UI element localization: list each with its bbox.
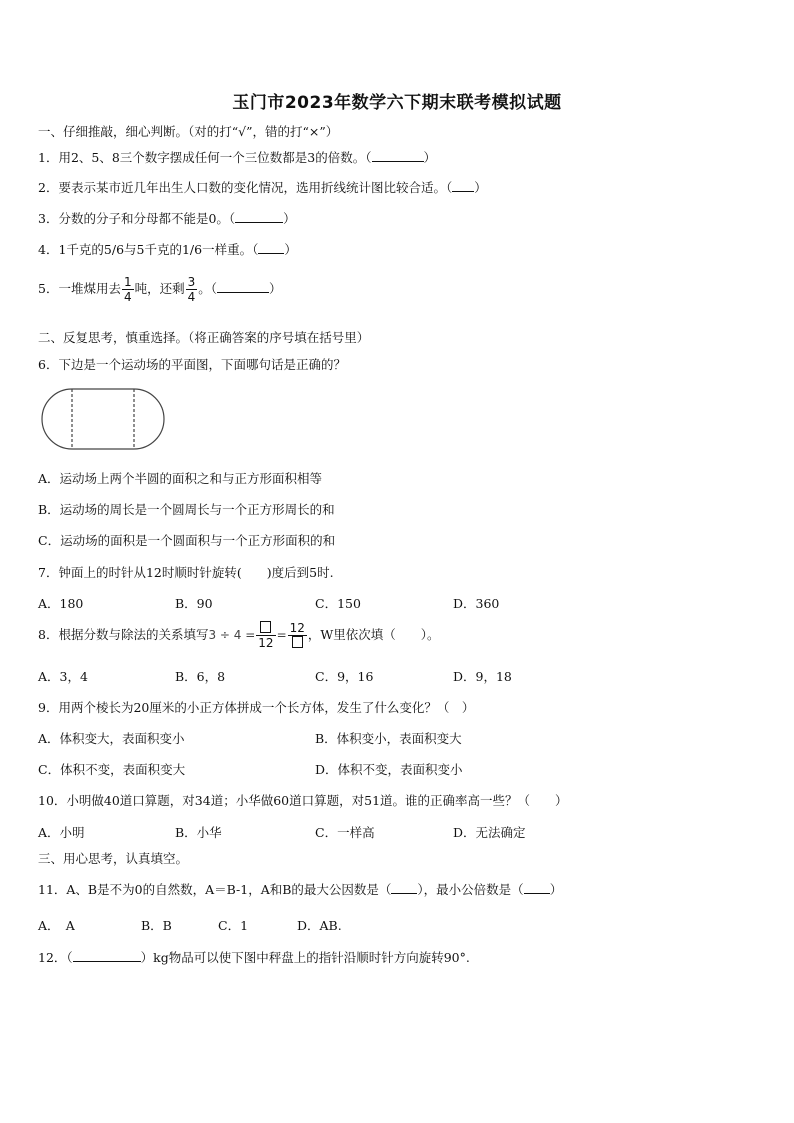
option-6b[interactable]: B．运动场的周长是一个圆周长与一个正方形周长的和: [38, 502, 335, 517]
section-3-heading: 三、用心思考，认真填空。: [38, 851, 189, 866]
fraction-three-quarters: $\frac{3}{4}$: [187, 275, 196, 304]
equals-sign: =: [276, 628, 287, 642]
option-11d[interactable]: D．AB.: [297, 918, 342, 933]
close-paren: ）: [283, 211, 296, 226]
option-8c[interactable]: C．9，16: [315, 669, 374, 684]
option-7c[interactable]: C．150: [315, 596, 361, 611]
question-11: [38, 880, 562, 898]
question-2: [38, 178, 487, 196]
question-1-text: 1．用2、5、8三个数字摆成任何一个三位数都是3的倍数。（: [38, 150, 372, 165]
page-title: 玉门市2023年数学六下期末联考模拟试题: [232, 93, 562, 113]
option-11c[interactable]: C．1: [218, 918, 249, 933]
question-6: 6．下边是一个运动场的平面图，下面哪句话是正确的？: [38, 357, 346, 372]
blank-box-icon[interactable]: [292, 636, 303, 648]
section-1-heading: 一、仔细推敲，细心判断。（对的打“√”，错的打“×”）: [38, 124, 339, 139]
fraction-one-quarter: $\frac{1}{4}$: [123, 275, 132, 304]
close-paren: ）: [423, 150, 437, 165]
option-8a[interactable]: A．3，4: [38, 669, 88, 684]
close-paren: ）: [474, 180, 487, 195]
close-paren: ）: [269, 281, 282, 296]
option-7b[interactable]: B．90: [175, 596, 213, 611]
option-8d[interactable]: D．9，18: [453, 669, 512, 684]
question-4-text: 4．1千克的5/6与5千克的1/6一样重。（: [38, 242, 259, 257]
option-8b[interactable]: B．6，8: [175, 669, 226, 684]
question-3-text: 3．分数的分子和分母都不能是0。（: [38, 211, 236, 226]
section-2-heading: 二、反复思考，慎重选择。（将正确答案的序号填在括号里）: [38, 330, 370, 345]
fraction-blank-over-12: 12: [256, 621, 275, 650]
question-12-text: 12．（: [38, 950, 73, 965]
question-7: 7．钟面上的时针从12时顺时针旋转( )度后到5时.: [38, 565, 334, 580]
option-11a[interactable]: A． A: [38, 918, 75, 933]
option-9a[interactable]: A．体积变大，表面积变小: [38, 731, 185, 746]
option-10a[interactable]: A．小明: [38, 825, 85, 840]
question-8-text: 8．根据分数与除法的关系填写: [38, 627, 209, 642]
question-5-text-c: 。（: [198, 281, 218, 296]
stadium-outline: [42, 389, 164, 449]
option-6a[interactable]: A．运动场上两个半圆的面积之和与正方形面积相等: [38, 471, 323, 486]
stadium-diagram: [41, 388, 165, 450]
option-10d[interactable]: D．无法确定: [453, 825, 526, 840]
question-8: [38, 621, 440, 650]
question-10: 10．小明做40道口算题，对34道；小华做60道口算题，对51道。谁的正确率高一些？（ ）: [38, 793, 568, 808]
question-9: 9．用两个棱长为20厘米的小正方体拼成一个长方体，发生了什么变化？（ ）: [38, 700, 475, 715]
answer-blank-11-lcm[interactable]: [524, 881, 550, 894]
option-9d[interactable]: D．体积不变，表面积变小: [315, 762, 463, 777]
close-paren: ）: [284, 242, 297, 257]
question-11-text-end: ）: [549, 882, 563, 897]
answer-blank-12[interactable]: [73, 949, 141, 962]
option-6c[interactable]: C．运动场的面积是一个圆面积与一个正方形面积的和: [38, 533, 336, 548]
question-11-text: 11．A、B是不为0的自然数，A＝B-1，A和B的最大公因数是（: [38, 882, 392, 897]
option-7a[interactable]: A．180: [38, 596, 84, 611]
blank-box-icon[interactable]: [260, 621, 271, 633]
option-7d[interactable]: D．360: [453, 596, 500, 611]
division-expression: 3 ÷ 4 =: [208, 628, 256, 642]
answer-blank-5[interactable]: [217, 280, 269, 293]
question-5-text-a: 5．一堆煤用去: [38, 281, 121, 296]
option-9b[interactable]: B．体积变小，表面积变大: [315, 731, 462, 746]
option-9c[interactable]: C．体积不变，表面积变大: [38, 762, 186, 777]
question-8-text-end: ，W里依次填（ ）。: [307, 627, 440, 642]
answer-blank-2[interactable]: [452, 179, 474, 192]
question-12: [38, 948, 470, 966]
answer-blank-1[interactable]: [372, 149, 424, 162]
option-11b[interactable]: B．B: [141, 918, 172, 933]
answer-blank-4[interactable]: [258, 241, 284, 254]
question-1: [38, 148, 436, 166]
option-10c[interactable]: C．一样高: [315, 825, 375, 840]
answer-blank-11-gcd[interactable]: [391, 881, 417, 894]
question-2-text: 2．要表示某市近几年出生人口数的变化情况，选用折线统计图比较合适。（: [38, 180, 453, 195]
answer-blank-3[interactable]: [235, 210, 283, 223]
question-4: [38, 240, 297, 258]
fraction-12-over-blank: 12: [288, 621, 307, 650]
question-11-text-mid: ），最小公倍数是（: [417, 882, 524, 897]
question-3: [38, 209, 296, 227]
question-5: [38, 275, 282, 304]
question-12-text-end: ）kg物品可以使下图中秤盘上的指针沿顺时针方向旋转90°.: [140, 950, 470, 965]
option-10b[interactable]: B．小华: [175, 825, 222, 840]
question-5-text-b: 吨，还剩: [134, 281, 185, 296]
